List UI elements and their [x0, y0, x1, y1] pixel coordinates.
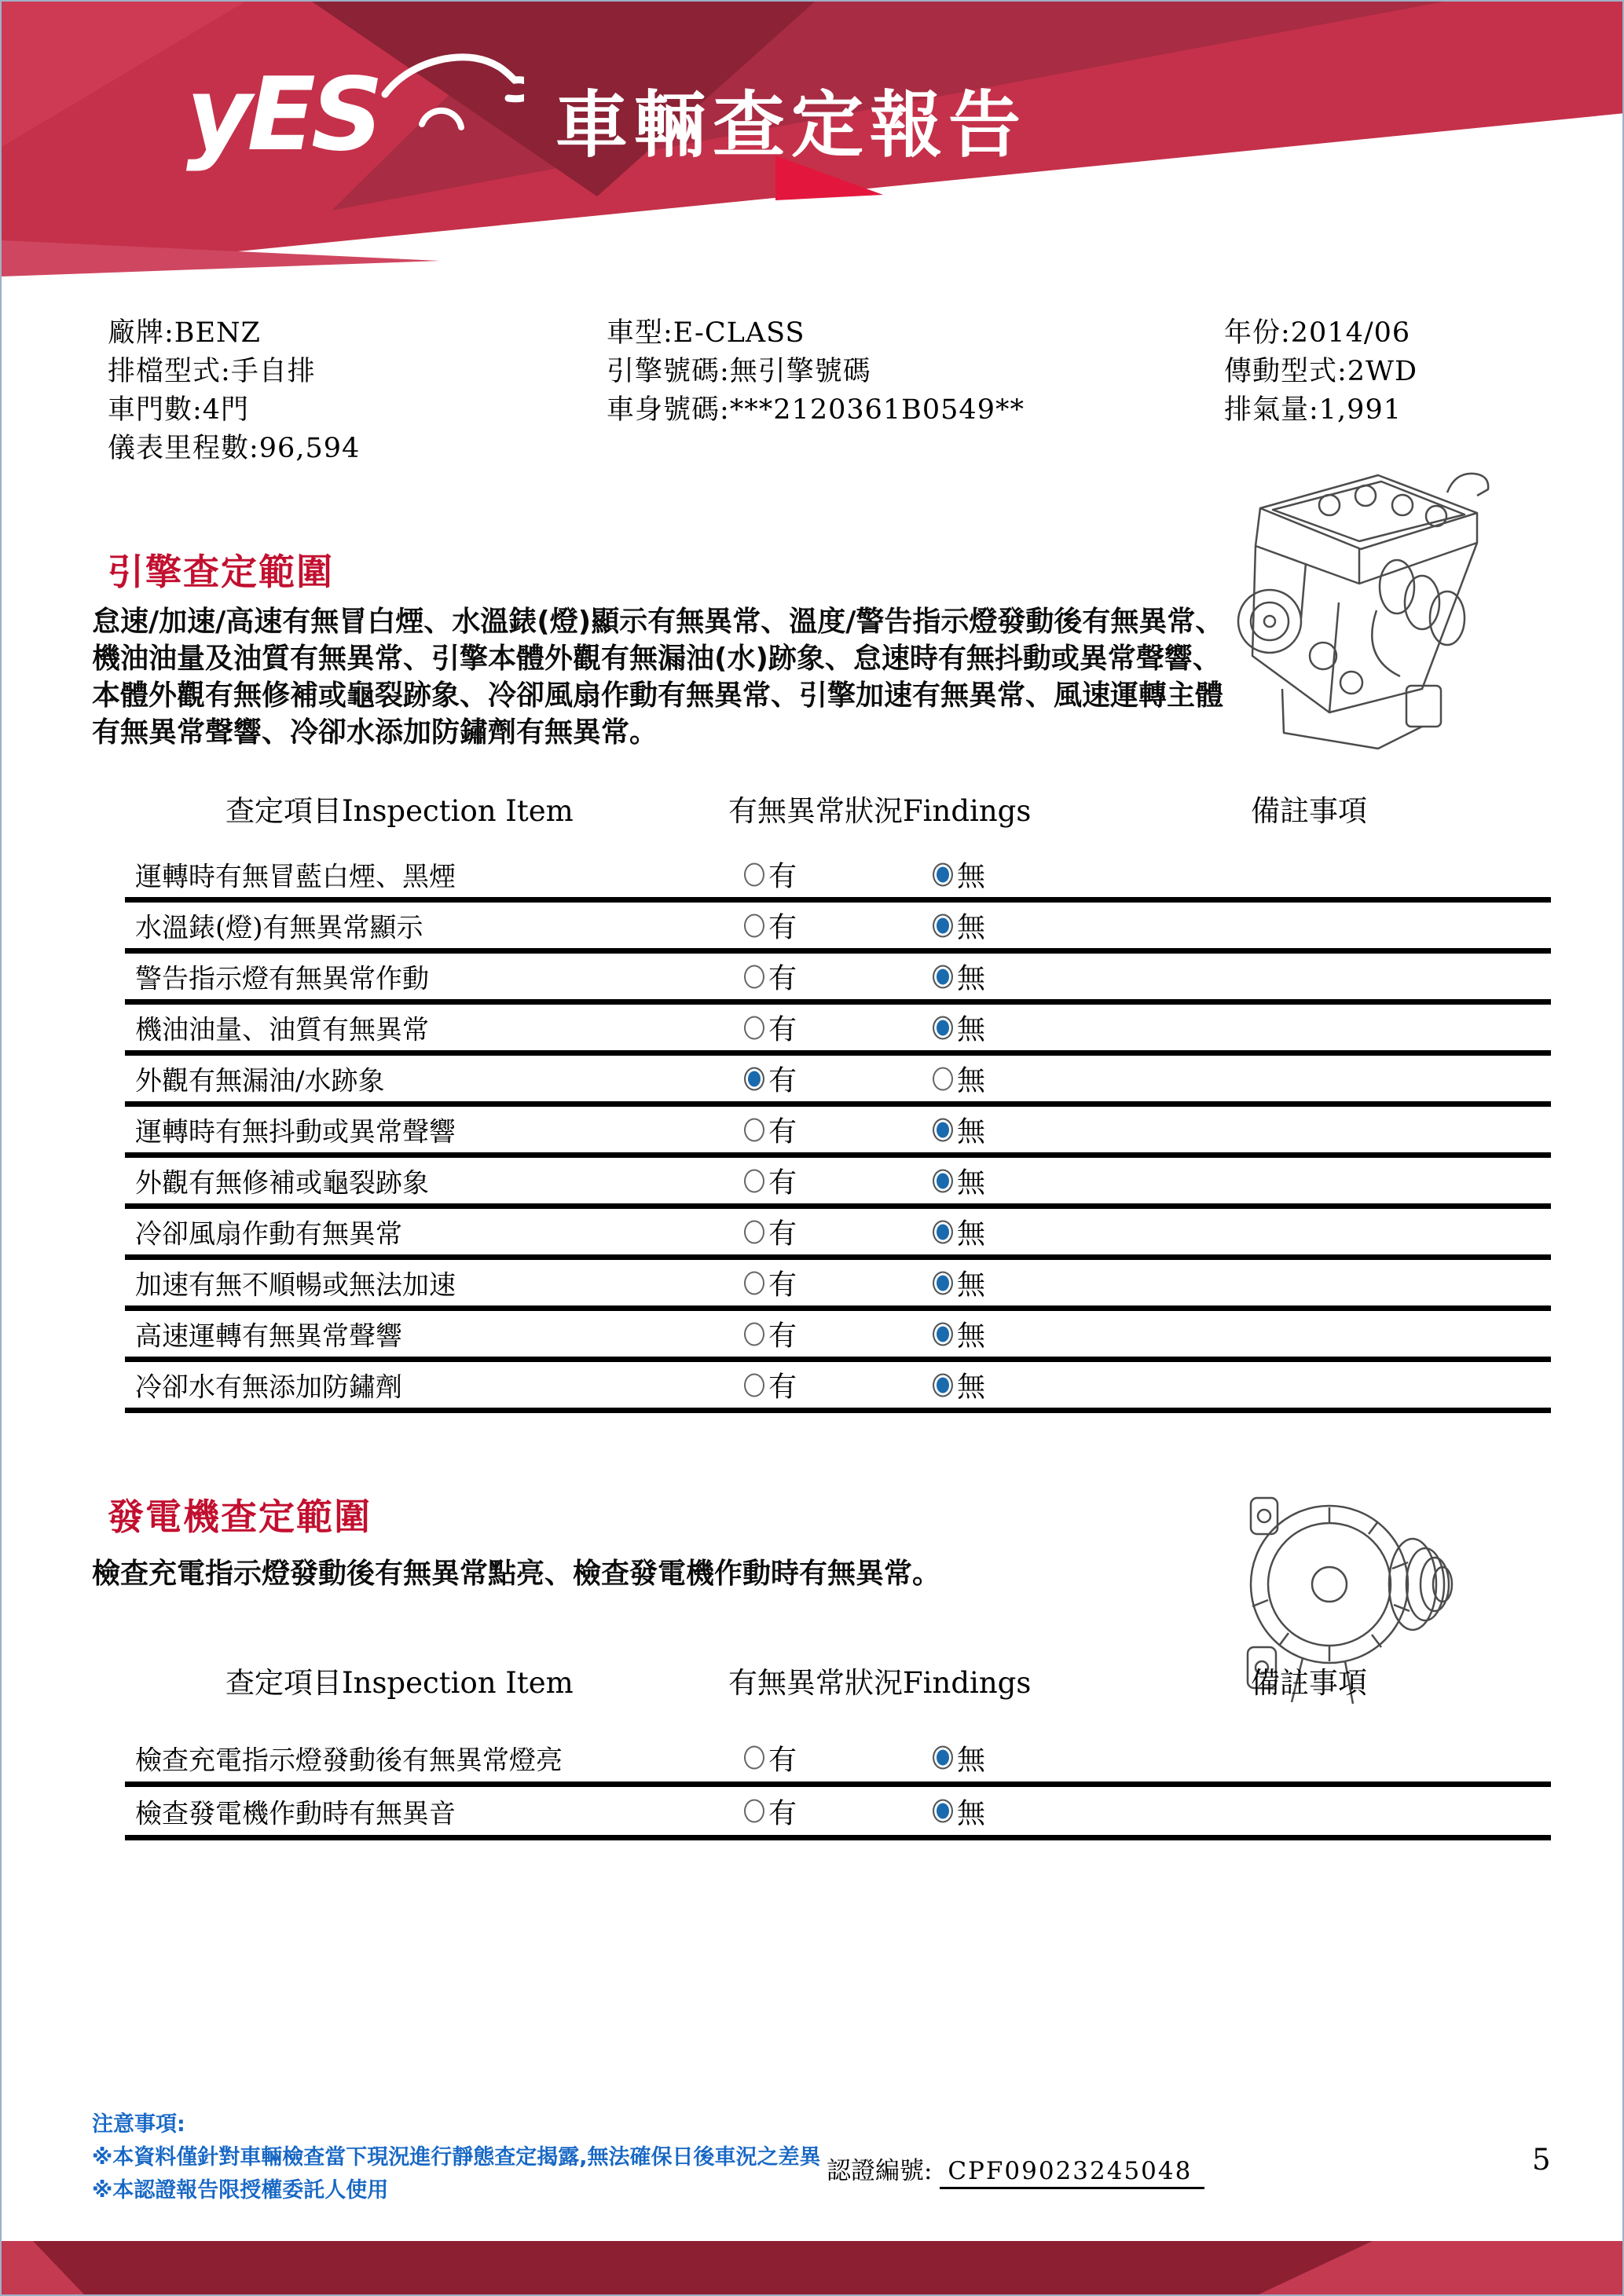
finding-option-no	[933, 1365, 985, 1405]
info-year: 年份:2014/06	[1224, 317, 1411, 349]
radio-no-label: 無	[957, 1269, 986, 1302]
finding-option-no	[933, 1008, 985, 1048]
inspection-item-label: 外觀有無修補或龜裂跡象	[135, 1167, 429, 1199]
finding-option-yes	[744, 1161, 797, 1201]
info-vin: 車身號碼:***2120361B0549**	[607, 394, 1025, 426]
radio-yes-label: 有	[768, 1320, 797, 1353]
footer-banner-art	[2, 2241, 1624, 2294]
radio-yes-label: 有	[768, 1064, 797, 1097]
radio-yes-label: 有	[768, 1166, 797, 1199]
radio-yes-label: 有	[768, 1371, 797, 1404]
radio-yes-icon[interactable]	[744, 1016, 764, 1039]
radio-no-label: 無	[957, 962, 986, 995]
radio-yes-icon[interactable]	[744, 1373, 764, 1397]
finding-option-no	[933, 1791, 985, 1831]
radio-yes-icon[interactable]	[744, 1067, 764, 1090]
inspection-item-label: 運轉時有無抖動或異常聲響	[135, 1116, 456, 1148]
finding-option-no	[933, 1161, 985, 1201]
inspection-item-label: 冷卻水有無添加防鏽劑	[135, 1371, 402, 1404]
engine-illustration	[1212, 453, 1510, 767]
radio-yes-label: 有	[768, 1013, 797, 1046]
inspection-row	[125, 1209, 1551, 1260]
finding-option-yes	[744, 1059, 797, 1099]
info-drivetrain: 傳動型式:2WD	[1224, 356, 1418, 387]
page-number: 5	[1532, 2143, 1551, 2177]
radio-yes-label: 有	[768, 911, 797, 944]
inspection-row	[125, 1311, 1551, 1362]
radio-yes-icon[interactable]	[744, 1271, 764, 1294]
finding-option-yes	[744, 957, 797, 997]
finding-option-no	[933, 1263, 985, 1303]
inspection-item-label: 警告指示燈有無異常作動	[135, 963, 429, 995]
finding-option-no	[933, 957, 985, 997]
finding-option-yes	[744, 1008, 797, 1048]
report-title: 車輛查定報告	[555, 83, 1028, 167]
finding-option-yes	[744, 906, 797, 946]
finding-option-no	[933, 1314, 985, 1354]
radio-no-label: 無	[957, 860, 986, 893]
finding-option-yes	[744, 1263, 797, 1303]
inspection-item-label: 外觀有無漏油/水跡象	[135, 1065, 385, 1097]
certification-value: CPF09023245048	[940, 2157, 1204, 2189]
inspection-item-label: 運轉時有無冒藍白煙、黑煙	[135, 861, 456, 893]
generator-table-header	[125, 1659, 1551, 1702]
radio-yes-label: 有	[768, 860, 797, 893]
radio-yes-label: 有	[768, 1744, 797, 1776]
engine-section-description	[92, 603, 1239, 751]
col-header-remark: 備註事項	[1251, 794, 1367, 828]
radio-yes-icon[interactable]	[744, 1746, 764, 1770]
finding-option-no	[933, 1212, 985, 1252]
radio-yes-icon[interactable]	[744, 1322, 764, 1346]
car-silhouette-icon	[385, 57, 524, 127]
finding-option-no	[933, 855, 985, 895]
engine-desc-line: 本體外觀有無修補或龜裂跡象、冷卻風扇作動有無異常、引擎加速有無異常、風速運轉主體	[92, 679, 1224, 712]
yes-logo-text: yES	[186, 57, 379, 174]
inspection-row	[125, 1005, 1551, 1056]
radio-no-icon[interactable]	[933, 1373, 953, 1397]
radio-yes-label: 有	[768, 1115, 797, 1148]
generator-inspection-table	[125, 1659, 1551, 1847]
engine-desc-line: 機油油量及油質有無異常、引擎本體外觀有無漏油(水)跡象、怠速時有無抖動或異常聲響、	[92, 643, 1221, 675]
radio-no-icon[interactable]	[933, 1271, 953, 1294]
engine-desc-line: 有無異常聲響、冷卻水添加防鏽劑有無異常。	[92, 716, 658, 749]
radio-no-label: 無	[957, 1320, 986, 1353]
radio-yes-icon[interactable]	[744, 862, 764, 886]
info-model: 車型:E-CLASS	[607, 317, 805, 349]
radio-no-icon[interactable]	[933, 1220, 953, 1243]
col-header-item: 查定項目Inspection Item	[225, 1666, 574, 1700]
radio-no-label: 無	[957, 911, 986, 944]
inspection-row	[125, 1787, 1551, 1840]
info-brand: 廠牌:BENZ	[108, 317, 262, 349]
radio-no-label: 無	[957, 1166, 986, 1199]
col-header-remark: 備註事項	[1251, 1666, 1367, 1700]
radio-yes-icon[interactable]	[744, 1220, 764, 1243]
engine-inspection-table	[125, 787, 1551, 1419]
inspection-row	[125, 1362, 1551, 1413]
radio-yes-label: 有	[768, 1218, 797, 1251]
inspection-item-label: 檢查充電指示燈發動後有無異常燈亮	[135, 1745, 563, 1776]
radio-no-label: 無	[957, 1218, 986, 1251]
finding-option-yes	[744, 1791, 797, 1831]
radio-yes-icon[interactable]	[744, 965, 764, 988]
finding-option-no	[933, 1738, 985, 1778]
info-displacement: 排氣量:1,991	[1224, 394, 1402, 426]
finding-option-yes	[744, 1314, 797, 1354]
inspection-row	[125, 1734, 1551, 1787]
radio-no-icon[interactable]	[933, 1016, 953, 1039]
vehicle-info-col2	[607, 314, 1025, 430]
inspection-row	[125, 851, 1551, 903]
radio-no-icon[interactable]	[933, 1067, 953, 1090]
inspection-row	[125, 1056, 1551, 1107]
engine-desc-line: 怠速/加速/高速有無冒白煙、水溫錶(燈)顯示有無異常、溫度/警告指示燈發動後有無異常、	[92, 606, 1224, 638]
inspection-row	[125, 1158, 1551, 1209]
radio-no-icon[interactable]	[933, 965, 953, 988]
vehicle-info-col1	[108, 314, 360, 468]
radio-no-icon[interactable]	[933, 1800, 953, 1823]
radio-yes-icon[interactable]	[744, 1169, 764, 1192]
col-header-findings: 有無異常狀況Findings	[728, 1666, 1032, 1700]
radio-no-label: 無	[957, 1064, 986, 1097]
radio-yes-icon[interactable]	[744, 914, 764, 937]
radio-no-icon[interactable]	[933, 1746, 953, 1770]
finding-option-yes	[744, 1738, 797, 1778]
radio-no-icon[interactable]	[933, 914, 953, 937]
radio-no-label: 無	[957, 1744, 986, 1776]
inspection-item-label: 高速運轉有無異常聲響	[135, 1320, 402, 1353]
radio-yes-icon[interactable]	[744, 1800, 764, 1823]
inspection-item-label: 水溫錶(燈)有無異常顯示	[135, 912, 423, 944]
inspection-item-label: 加速有無不順暢或無法加速	[135, 1269, 456, 1302]
radio-no-label: 無	[957, 1115, 986, 1148]
finding-option-yes	[744, 1110, 797, 1150]
finding-option-no	[933, 1110, 985, 1150]
radio-no-label: 無	[957, 1013, 986, 1046]
generator-section-title: 發電機查定範圍	[108, 1496, 372, 1538]
notes-line2: ※本認證報告限授權委託人使用	[92, 2178, 389, 2203]
radio-yes-label: 有	[768, 1269, 797, 1302]
inspection-row	[125, 903, 1551, 954]
inspection-row	[125, 954, 1551, 1005]
vehicle-info-col3	[1224, 314, 1417, 430]
inspection-item-label: 冷卻風扇作動有無異常	[135, 1218, 402, 1251]
radio-yes-label: 有	[768, 962, 797, 995]
radio-no-label: 無	[957, 1371, 986, 1404]
inspection-item-label: 檢查發電機作動時有無異音	[135, 1798, 456, 1829]
notes-line1: ※本資料僅針對車輛檢查當下現況進行靜態查定揭露,無法確保日後車況之差異	[92, 2145, 821, 2170]
radio-no-icon[interactable]	[933, 1118, 953, 1141]
radio-yes-label: 有	[768, 1797, 797, 1829]
info-gearbox: 排檔型式:手自排	[108, 356, 316, 387]
certification-label: 認證編號:	[827, 2157, 933, 2185]
radio-yes-icon[interactable]	[744, 1118, 764, 1141]
finding-option-no	[933, 906, 985, 946]
radio-no-icon[interactable]	[933, 1322, 953, 1346]
finding-option-yes	[744, 1365, 797, 1405]
caution-notes	[92, 2108, 821, 2207]
notes-title: 注意事項:	[92, 2112, 185, 2137]
col-header-item: 查定項目Inspection Item	[225, 794, 574, 828]
info-engine-no: 引擎號碼:無引擎號碼	[607, 356, 871, 387]
engine-table-header	[125, 787, 1551, 830]
info-mileage: 儀表里程數:96,594	[108, 433, 361, 464]
generator-table-rows	[125, 1734, 1551, 1840]
engine-section-title: 引擎查定範圍	[108, 551, 334, 593]
radio-no-label: 無	[957, 1797, 986, 1829]
inspection-row	[125, 1107, 1551, 1158]
radio-no-icon[interactable]	[933, 862, 953, 886]
info-doors: 車門數:4門	[108, 394, 250, 426]
inspection-row	[125, 1260, 1551, 1311]
col-header-findings: 有無異常狀況Findings	[728, 794, 1032, 828]
finding-option-yes	[744, 855, 797, 895]
finding-option-yes	[744, 1212, 797, 1252]
radio-no-icon[interactable]	[933, 1169, 953, 1192]
generator-section-description: 檢查充電指示燈發動後有無異常點亮、檢查發電機作動時有無異常。	[92, 1558, 941, 1590]
inspection-item-label: 機油油量、油質有無異常	[135, 1014, 429, 1046]
engine-table-rows	[125, 851, 1551, 1413]
finding-option-no	[933, 1059, 985, 1099]
yes-logo	[186, 49, 524, 182]
certification-number	[827, 2151, 1204, 2186]
